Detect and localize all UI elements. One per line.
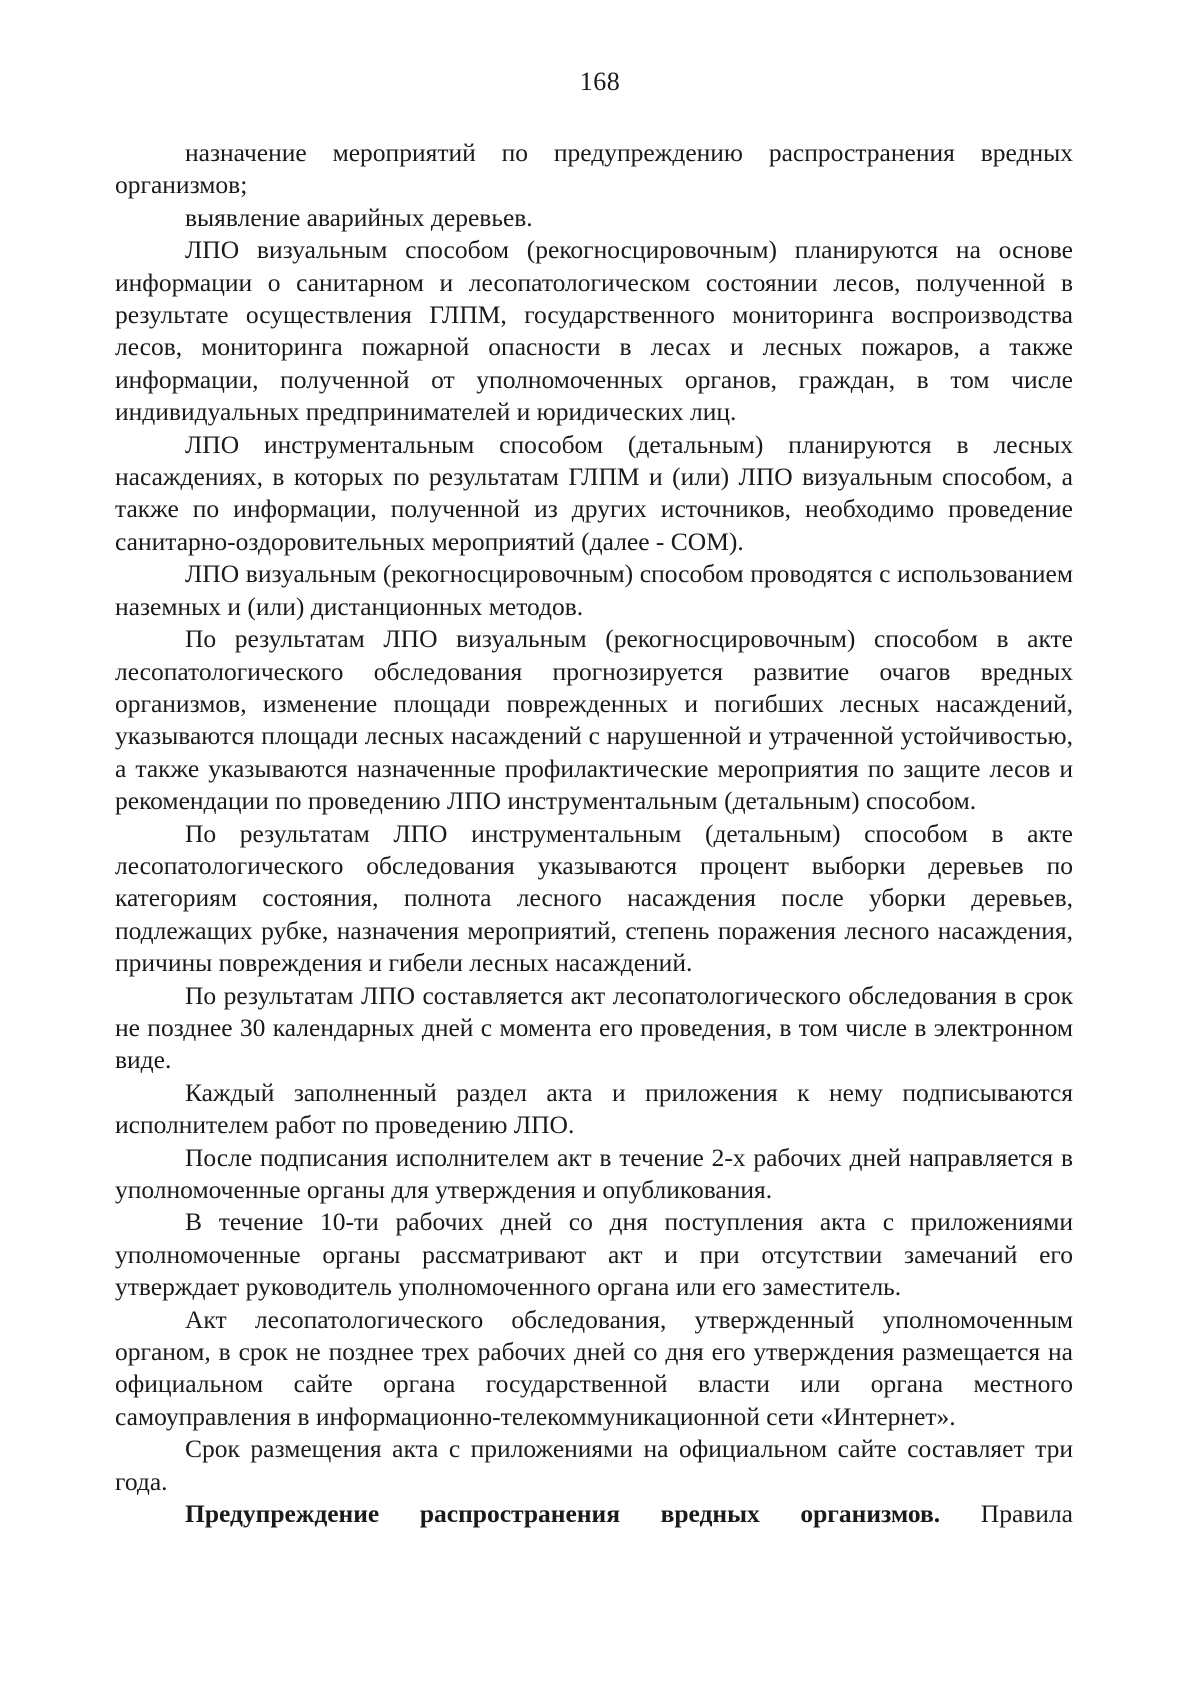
section-heading: Предупреждение распространения вредных организмов.: [185, 1499, 941, 1529]
paragraph: В течение 10-ти рабочих дней со дня поступления акта с приложениями уполномоченные органы рассматривают акт и при отсутствии замечаний его утверждает руководитель уполномоченного органа или его заместитель.: [115, 1207, 1073, 1302]
paragraph: После подписания исполнителем акт в течение 2-х рабочих дней направляется в уполномоченные органы для утверждения и опубликования.: [115, 1142, 1073, 1204]
paragraph: ЛПО инструментальным способом (детальным) планируются в лесных насаждениях, в которых по результатам ГЛПМ и (или) ЛПО визуальным способом, а также по информации, полученной из других источников, необходимо проведение санитарно-оздоровительных мероприятий (далее - СОМ).: [115, 429, 1073, 556]
page-number: 168: [579, 67, 621, 96]
paragraph: По результатам ЛПО составляется акт лесопатологического обследования в срок не позднее 30 календарных дней с момента его проведения, в том числе в электронном виде.: [115, 980, 1073, 1075]
paragraph: По результатам ЛПО инструментальным (детальным) способом в акте лесопатологического обследования указываются процент выборки деревьев по категориям состояния, полнота лесного насаждения после уборки деревьев, подлежащих рубке, назначения мероприятий, степень поражения лесного насаждения, причины повреждения и гибели лесных насаждений.: [115, 818, 1073, 978]
document-body: [115, 137, 1073, 1530]
section-heading-paragraph: [115, 1498, 1073, 1530]
paragraph: Акт лесопатологического обследования, утвержденный уполномоченным органом, в срок не позднее трех рабочих дней со дня его утверждения размещается на официальном сайте органа государственной власти или органа местного самоуправления в информационно-телекоммуникационной сети «Интернет».: [115, 1304, 1073, 1431]
section-text-start: Правила: [980, 1499, 1073, 1529]
paragraph: ЛПО визуальным способом (рекогносцировочным) планируются на основе информации о санитарном и лесопатологическом состоянии лесов, полученной в результате осуществления ГЛПМ, государственного мониторинга воспроизводства лесов, мониторинга пожарной опасности в лесах и лесных пожаров, а также информации, полученной от уполномоченных органов, граждан, в том числе индивидуальных предпринимателей и юридических лиц.: [115, 235, 1073, 427]
paragraph: По результатам ЛПО визуальным (рекогносцировочным) способом в акте лесопатологического обследования прогнозируется развитие очагов вредных организмов, изменение площади поврежденных и погибших лесных насаждений, указываются площади лесных насаждений с нарушенной и утраченной устойчивостью, а также указываются назначенные профилактические мероприятия по защите лесов и рекомендации по проведению ЛПО инструментальным (детальным) способом.: [115, 624, 1073, 816]
paragraph: назначение мероприятий по предупреждению распространения вредных организмов;: [115, 138, 1073, 200]
paragraph: Каждый заполненный раздел акта и приложения к нему подписываются исполнителем работ по проведению ЛПО.: [115, 1077, 1073, 1140]
paragraph: выявление аварийных деревьев.: [185, 202, 533, 232]
paragraph: Срок размещения акта с приложениями на официальном сайте составляет три года.: [115, 1434, 1073, 1496]
paragraph: ЛПО визуальным (рекогносцировочным) способом проводятся с использованием наземных и (или) дистанционных методов.: [115, 559, 1073, 621]
